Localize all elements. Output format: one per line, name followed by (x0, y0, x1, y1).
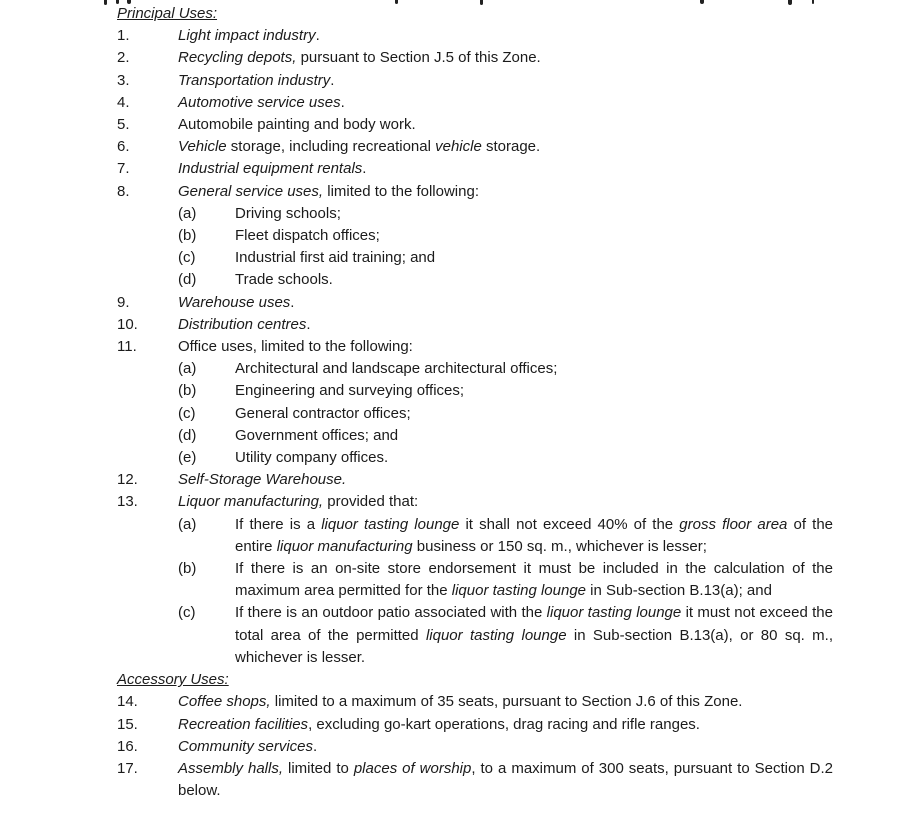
sub-item-text (235, 247, 833, 269)
list-item-text (178, 181, 833, 203)
list-item-number: 3. (117, 71, 130, 89)
indent-spacer (117, 358, 178, 380)
list-item-text (178, 136, 833, 158)
sub-item-text (235, 558, 833, 602)
list-item-number: 11. (117, 338, 137, 356)
list-item (117, 158, 833, 180)
italic-term: Warehouse uses (178, 293, 291, 311)
list-item (117, 25, 833, 47)
sub-list-item (117, 225, 833, 247)
sub-item-marker: (a) (178, 360, 197, 378)
list-item-text (178, 92, 833, 114)
italic-term: General service uses, (178, 182, 324, 200)
text-run: If there is an outdoor patio associated with the (235, 604, 547, 622)
list-item-text (178, 736, 833, 758)
italic-term: Assembly halls, (178, 759, 284, 777)
sub-item-marker: (a) (178, 515, 197, 533)
italic-term: liquor tasting lounge (425, 626, 567, 644)
list-item-number: 14. (117, 693, 138, 711)
text-run: provided that: (323, 493, 419, 511)
text-run: in Sub-section B.13(a), or 80 sq. m., whichever is lesser. (235, 626, 833, 666)
sub-item-marker: (a) (178, 204, 197, 222)
list-item-text (178, 292, 833, 314)
sub-list-item (117, 203, 833, 225)
sub-list-item (117, 247, 833, 269)
list-item (117, 714, 833, 736)
italic-term: liquor tasting lounge (451, 582, 587, 600)
italic-term: Recreation facilities (178, 715, 309, 733)
text-run: General contractor offices; (235, 404, 411, 422)
list-item-number: 6. (117, 138, 130, 156)
italic-term: Liquor manufacturing, (178, 493, 324, 511)
text-run: it must not exceed the total area of the permitted (235, 604, 833, 644)
italic-term: vehicle (435, 138, 482, 156)
indent-spacer (117, 247, 178, 269)
sub-item-marker: (c) (178, 404, 196, 422)
indent-spacer (117, 380, 178, 402)
sub-item-text (235, 269, 833, 291)
list-item-text (178, 336, 833, 358)
list-item (117, 469, 833, 491)
italic-term: liquor tasting lounge (321, 515, 460, 533)
text-run: of the entire (235, 515, 834, 555)
text-run: Architectural and landscape architectural offices; (235, 360, 558, 378)
sub-list-item (117, 514, 833, 558)
sub-item-text (235, 203, 833, 225)
sub-item-marker: (b) (178, 560, 197, 578)
text-run: business or 150 sq. m., whichever is lesser; (412, 537, 707, 555)
text-run: Industrial first aid training; and (235, 249, 436, 267)
text-run: . (330, 71, 335, 89)
sub-list-item (117, 403, 833, 425)
sub-item-marker: (d) (178, 426, 197, 444)
list-item-number: 9. (117, 293, 130, 311)
list-item-text (178, 158, 833, 180)
text-run: If there is an on-site store endorsement it must be included in the calculation of the maximum area permitted for the (235, 560, 833, 600)
text-run: storage, including recreational (226, 138, 436, 156)
text-run: Automobile painting and body work. (178, 116, 416, 134)
sub-list-item (117, 269, 833, 291)
list-item (117, 691, 833, 713)
sub-item-marker: (c) (178, 249, 196, 267)
list-item-text (178, 758, 833, 802)
text-run: , excluding go-kart operations, drag racing and rifle ranges. (308, 715, 700, 733)
list-item (117, 92, 833, 114)
indent-spacer (117, 514, 178, 558)
italic-term: Recycling depots, (178, 49, 297, 67)
text-run: Trade schools. (235, 271, 333, 289)
italic-term: liquor manufacturing (276, 537, 413, 555)
italic-term: Transportation industry (178, 71, 331, 89)
indent-spacer (117, 203, 178, 225)
italic-term: Distribution centres (178, 315, 307, 333)
sub-item-text (235, 447, 833, 469)
sub-item-text (235, 380, 833, 402)
italic-term: Self-Storage Warehouse. (178, 471, 347, 489)
sub-item-text (235, 358, 833, 380)
italic-term: gross floor area (679, 515, 788, 533)
list-item (117, 136, 833, 158)
list-item-number: 13. (117, 493, 138, 511)
sub-item-text (235, 225, 833, 247)
sub-list-item (117, 447, 833, 469)
list-item-text (178, 114, 833, 136)
text-run: limited to the following: (323, 182, 479, 200)
text-run: Fleet dispatch offices; (235, 227, 380, 245)
sub-list-item (117, 358, 833, 380)
list-item (117, 114, 833, 136)
italic-term: Automotive service uses (178, 93, 341, 111)
indent-spacer (117, 425, 178, 447)
sub-list-item (117, 380, 833, 402)
list-item (117, 736, 833, 758)
list-item (117, 47, 833, 69)
text-run: Driving schools; (235, 204, 341, 222)
text-run: . (340, 93, 345, 111)
section-heading: Principal Uses: (117, 5, 218, 22)
list-item-number: 8. (117, 182, 130, 200)
italic-term: places of worship (353, 759, 472, 777)
text-run: Utility company offices. (235, 449, 389, 467)
indent-spacer (117, 558, 178, 602)
clipped-text-fragment (104, 0, 107, 5)
indent-spacer (117, 269, 178, 291)
sub-list-item (117, 602, 833, 669)
text-run: pursuant to Section J.5 of this Zone. (296, 49, 541, 67)
list-item-number: 10. (117, 315, 138, 333)
text-run: . (313, 737, 318, 755)
indent-spacer (117, 447, 178, 469)
list-item-text (178, 47, 833, 69)
list-item-number: 7. (117, 160, 130, 178)
sub-item-text (235, 403, 833, 425)
italic-term: Light impact industry (178, 27, 316, 45)
list-item-number: 17. (117, 759, 138, 777)
list-item-text (178, 469, 833, 491)
italic-term: Vehicle (178, 138, 227, 156)
indent-spacer (117, 403, 178, 425)
list-item (117, 181, 833, 203)
italic-term: liquor tasting lounge (546, 604, 682, 622)
list-item-text (178, 314, 833, 336)
sub-item-text (235, 425, 833, 447)
list-item-number: 15. (117, 715, 138, 733)
text-run: Office uses, limited to the following: (178, 338, 413, 356)
text-run: Government offices; and (235, 426, 399, 444)
list-item (117, 758, 833, 802)
list-item-text (178, 714, 833, 736)
text-run: it shall not exceed 40% of the (459, 515, 680, 533)
sub-item-marker: (b) (178, 382, 197, 400)
indent-spacer (117, 602, 178, 669)
sub-item-marker: (d) (178, 271, 197, 289)
text-run: , to a maximum of 300 seats, pursuant to Section D.2 below. (178, 759, 834, 800)
text-run: . (362, 160, 367, 178)
list-item-number: 16. (117, 737, 138, 755)
italic-term: Community services (178, 737, 314, 755)
list-item (117, 292, 833, 314)
sub-list-item (117, 558, 833, 602)
list-item (117, 491, 833, 513)
text-run: Engineering and surveying offices; (235, 382, 465, 400)
sub-item-text (235, 514, 833, 558)
text-run: If there is a (235, 515, 322, 533)
italic-term: Coffee shops, (178, 693, 271, 711)
sub-item-text (235, 602, 833, 669)
list-item-number: 5. (117, 116, 130, 134)
section-heading: Accessory Uses: (117, 671, 229, 689)
text-run: . (306, 315, 311, 333)
list-item (117, 314, 833, 336)
sub-list-item (117, 425, 833, 447)
sub-item-marker: (e) (178, 449, 197, 467)
text-run: in Sub-section B.13(a); and (586, 582, 772, 600)
list-item-text (178, 691, 833, 713)
list-item-number: 12. (117, 471, 138, 489)
list-item-text (178, 70, 833, 92)
sub-item-marker: (c) (178, 604, 196, 622)
list-item-number: 1. (117, 27, 130, 45)
list-item-text (178, 491, 833, 513)
sub-item-marker: (b) (178, 227, 197, 245)
text-run: . (315, 27, 320, 45)
list-item-text (178, 25, 833, 47)
text-run: . (290, 293, 295, 311)
bylaw-uses-list (117, 3, 833, 802)
text-run: limited to a maximum of 35 seats, pursuant to Section J.6 of this Zone. (270, 693, 743, 711)
list-item-number: 2. (117, 49, 130, 67)
list-item-number: 4. (117, 93, 130, 111)
indent-spacer (117, 225, 178, 247)
text-run: storage. (481, 138, 541, 156)
italic-term: Industrial equipment rentals (178, 160, 363, 178)
list-item (117, 70, 833, 92)
list-item (117, 336, 833, 358)
text-run: limited to (283, 759, 354, 777)
